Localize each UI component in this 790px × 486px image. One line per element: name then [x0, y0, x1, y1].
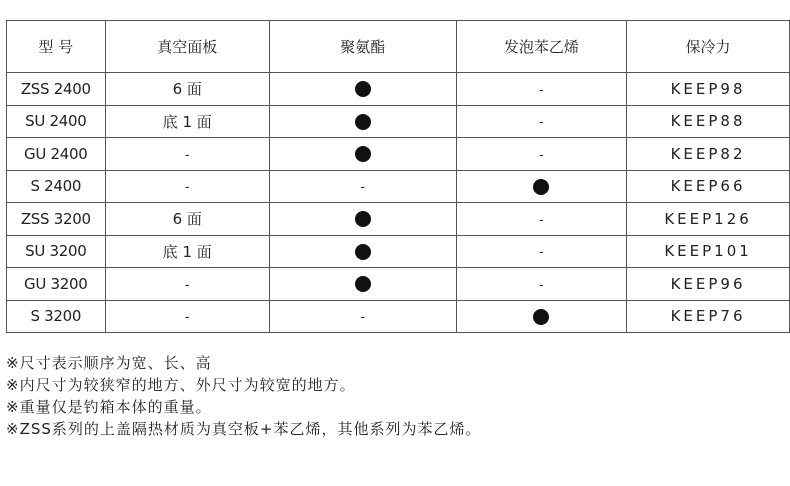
header-foam-styrene: 发泡苯乙烯 — [456, 21, 626, 73]
polyurethane-cell — [269, 105, 456, 138]
keep-power-cell: KEEP101 — [627, 235, 790, 268]
vacuum-panel-cell: 底 1 面 — [105, 235, 269, 268]
foam-styrene-cell — [456, 203, 626, 236]
model-cell: S 3200 — [7, 300, 106, 333]
foam-styrene-cell — [456, 235, 626, 268]
dash-mark: - — [184, 277, 190, 293]
filled-circle-icon — [355, 81, 371, 97]
model-cell: ZSS 2400 — [7, 73, 106, 106]
table-body — [7, 73, 790, 333]
vacuum-panel-cell: 6 面 — [105, 73, 269, 106]
header-model: 型 号 — [7, 21, 106, 73]
filled-circle-icon — [355, 114, 371, 130]
filled-circle-icon — [355, 276, 371, 292]
vacuum-panel-cell — [105, 300, 269, 333]
filled-circle-icon — [533, 309, 549, 325]
polyurethane-cell — [269, 73, 456, 106]
model-cell: SU 2400 — [7, 105, 106, 138]
table-row — [7, 235, 790, 268]
table-row — [7, 170, 790, 203]
dash-mark: - — [539, 82, 544, 98]
filled-circle-icon — [533, 179, 549, 195]
polyurethane-cell — [269, 235, 456, 268]
table-row — [7, 268, 790, 301]
dash-mark: - — [360, 310, 366, 326]
filled-circle-icon — [355, 146, 371, 162]
dash-mark: - — [539, 115, 544, 131]
polyurethane-cell — [269, 138, 456, 171]
note-2: ※内尺寸为较狭窄的地方、外尺寸为较宽的地方。 — [6, 376, 356, 394]
table-row — [7, 73, 790, 106]
filled-circle-icon — [355, 211, 371, 227]
table-row — [7, 300, 790, 333]
keep-power-cell: KEEP76 — [627, 300, 790, 333]
dash-mark: - — [184, 310, 190, 326]
keep-power-cell: KEEP96 — [627, 268, 790, 301]
keep-power-cell: KEEP126 — [627, 203, 790, 236]
notes — [6, 352, 481, 440]
foam-styrene-cell — [456, 105, 626, 138]
polyurethane-cell — [269, 268, 456, 301]
table-row — [7, 105, 790, 138]
table-row — [7, 203, 790, 236]
table-row — [7, 138, 790, 171]
dash-mark: - — [539, 212, 544, 228]
keep-power-cell: KEEP66 — [627, 170, 790, 203]
vacuum-panel-cell — [105, 170, 269, 203]
header-vacuum-panel: 真空面板 — [105, 21, 269, 73]
polyurethane-cell — [269, 203, 456, 236]
model-cell: ZSS 3200 — [7, 203, 106, 236]
dash-mark: - — [539, 277, 544, 293]
foam-styrene-cell — [456, 170, 626, 203]
polyurethane-cell — [269, 300, 456, 333]
foam-styrene-cell — [456, 138, 626, 171]
note-4: ※ZSS系列的上盖隔热材质为真空板+苯乙烯，其他系列为苯乙烯。 — [6, 420, 482, 438]
vacuum-panel-cell — [105, 138, 269, 171]
dash-mark: - — [184, 180, 190, 196]
note-1: ※尺寸表示顺序为宽、长、高 — [6, 354, 212, 372]
vacuum-panel-cell: 6 面 — [105, 203, 269, 236]
foam-styrene-cell — [456, 300, 626, 333]
spec-table — [6, 20, 790, 333]
dash-mark: - — [539, 147, 544, 163]
foam-styrene-cell — [456, 268, 626, 301]
dash-mark: - — [539, 245, 544, 261]
header-polyurethane: 聚氨酯 — [269, 21, 456, 73]
dash-mark: - — [184, 147, 190, 163]
dash-mark: - — [360, 180, 366, 196]
model-cell: S 2400 — [7, 170, 106, 203]
foam-styrene-cell — [456, 73, 626, 106]
vacuum-panel-cell — [105, 268, 269, 301]
keep-power-cell: KEEP88 — [627, 105, 790, 138]
note-3: ※重量仅是钓箱本体的重量。 — [6, 398, 212, 416]
keep-power-cell: KEEP82 — [627, 138, 790, 171]
model-cell: GU 2400 — [7, 138, 106, 171]
header-keep-power: 保冷力 — [627, 21, 790, 73]
model-cell: SU 3200 — [7, 235, 106, 268]
vacuum-panel-cell: 底 1 面 — [105, 105, 269, 138]
keep-power-cell: KEEP98 — [627, 73, 790, 106]
table-header-row — [7, 21, 790, 73]
model-cell: GU 3200 — [7, 268, 106, 301]
filled-circle-icon — [355, 244, 371, 260]
polyurethane-cell — [269, 170, 456, 203]
